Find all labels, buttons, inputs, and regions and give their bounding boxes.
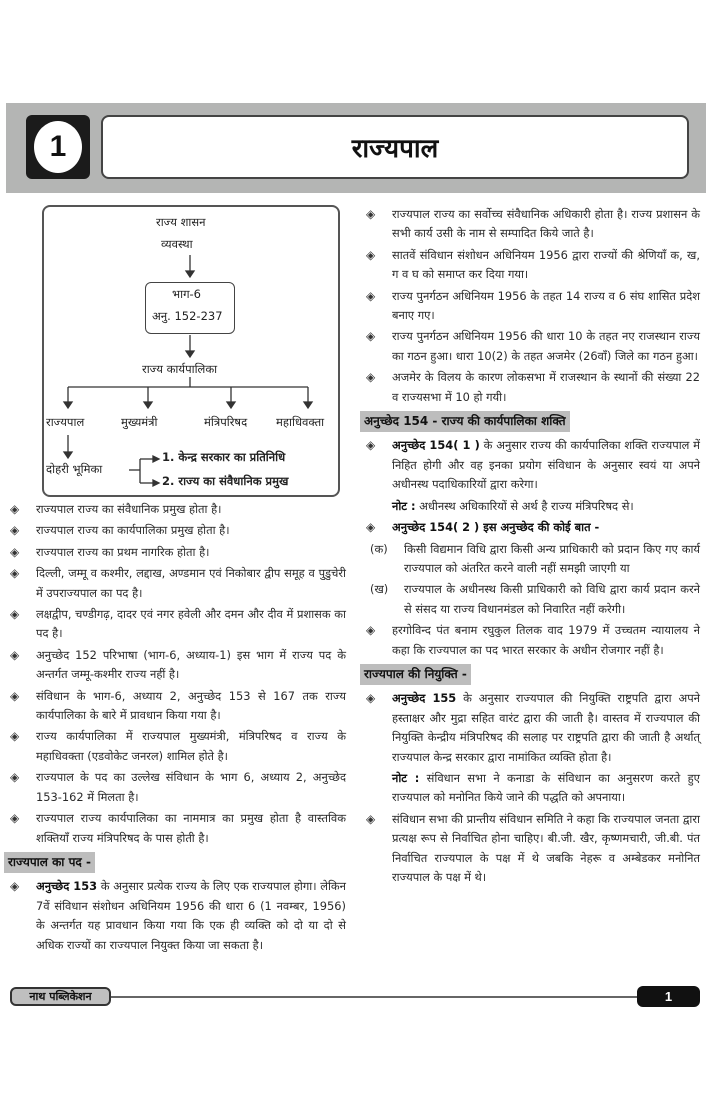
- list-item: ◈ अनुच्छेद 152 परिभाषा (भाग-6, अध्याय-1) इस भाग में राज्य पद के अन्तर्गत जम्मू-कश्मीर राज्य नहीं है।: [10, 647, 346, 682]
- chapter-title: राज्यपाल: [101, 115, 689, 179]
- list-item: ◈ राज्यपाल राज्य कार्यपालिका का नाममात्र का प्रमुख होता है वास्तविक शक्तियाँ राज्य मंत्रिपरिषद के पास होती है।: [10, 811, 346, 845]
- list-item: ◈ राज्य पुनर्गठन अधिनियम 1956 के तहत 14 राज्य व 6 संघ शासित प्रदेश बनाए गए।: [366, 288, 700, 323]
- list-item: ◈ हरगोविन्द पंत बनाम रघुकुल तिलक वाद 1979 में उच्चतम न्यायालय ने कहा कि राज्यपाल का पद भारत सरकार के अधीन रोजगार नहीं है।: [366, 623, 700, 657]
- flow-branch-governor: राज्यपाल: [46, 415, 85, 429]
- list-item: ◈ सातवें संविधान संशोधन अधिनियम 1956 द्वारा राज्यों की श्रेणियाँ क, ख, ग व घ को समाप्त कर दिया गया।: [366, 247, 700, 282]
- list-item: ◈ अनुच्छेद 154( 1 ) के अनुसार राज्य की कार्यपालिका शक्ति राज्यपाल में निहित होगी और वह इनका प्रयोग संविधान के अनुसार स्वयं या अपने अधीनस्थ पदाधिकारियों द्वारा करेगा।: [366, 438, 700, 492]
- diamond-bullet-icon: ◈: [366, 329, 376, 344]
- list-item: ◈ राज्यपाल राज्य का संवैधानिक प्रमुख होता है।: [6, 500, 346, 519]
- diamond-bullet-icon: ◈: [366, 288, 376, 303]
- list-item: ◈ राज्यपाल राज्य का कार्यपालिका प्रमुख होता है।: [6, 521, 346, 540]
- publisher-label: नाथ पब्लिकेशन: [10, 987, 111, 1006]
- diamond-bullet-icon: ◈: [10, 647, 20, 662]
- flow-branch-council: मंत्रिपरिषद: [204, 415, 248, 429]
- list-item: ◈ राज्यपाल के पद का उल्लेख संविधान के भाग 6, अध्याय 2, अनुच्छेद 153-162 में मिलता है।: [10, 770, 346, 804]
- list-item: ◈ लक्षद्वीप, चण्डीगढ़, दादर एवं नगर हवेली और दमन और दीव में प्रशासक का पद है।: [10, 607, 346, 641]
- diamond-bullet-icon: ◈: [366, 520, 376, 535]
- diamond-bullet-icon: ◈: [366, 370, 376, 385]
- flow-executive: राज्य कार्यपालिका: [142, 362, 218, 376]
- flow-role-1: 1. केन्द्र सरकार का प्रतिनिधि: [162, 450, 286, 464]
- diamond-bullet-icon: ◈: [366, 207, 376, 221]
- flow-branch-advocate: महाधिवक्ता: [276, 415, 325, 429]
- chapter-number-badge: [26, 115, 90, 179]
- page-number: 1: [637, 986, 700, 1007]
- flow-branch-cm: मुख्यमंत्री: [121, 415, 158, 429]
- diamond-bullet-icon: ◈: [10, 544, 20, 559]
- chapter-number: 1: [34, 121, 82, 173]
- flowchart: [42, 205, 340, 497]
- list-item: ◈ राज्य कार्यपालिका में राज्यपाल मुख्यमंत्री, मंत्रिपरिषद व राज्य के महाधिवक्ता (एडवोकेट जनरल) शामिल होते है।: [10, 729, 346, 763]
- flow-role-2: 2. राज्य का संवैधानिक प्रमुख: [162, 474, 289, 488]
- diamond-bullet-icon: ◈: [10, 566, 20, 581]
- diamond-bullet-icon: ◈: [366, 438, 376, 453]
- footer-rule: [110, 996, 637, 998]
- list-item: ◈ अनुच्छेद 155 के अनुसार राज्यपाल की नियुक्ति राष्ट्रपति द्वारा अपने हस्ताक्षर और मुद्रा सहित वारंट द्वारा की जाती है। वास्तव में राज्यपाल की नियुक्ति केन्द्रीय मंत्रिपरिषद की सलाह पर राष्ट्रपति द्वारा की जाती है अर्थात् राज्यपाल केन्द्र सरकार द्वारा नामांकित व्यक्ति होता है।: [366, 691, 700, 764]
- left-column: [6, 500, 346, 957]
- list-item: ◈ संविधान के भाग-6, अध्याय 2, अनुच्छेद 153 से 167 तक राज्य कार्यपालिका के बारे में प्रावधान किया गया है।: [10, 688, 346, 723]
- diamond-bullet-icon: ◈: [10, 729, 20, 744]
- list-item: ◈ अजमेर के विलय के कारण लोकसभा में राजस्थान के स्थानों की संख्या 22 व राज्यसभा में 10 हो गयी।: [366, 370, 700, 404]
- list-item: ◈ अनुच्छेद 153 के अनुसार प्रत्येक राज्य के लिए एक राज्यपाल होगा। लेकिन 7वें संविधान संशोधन अधिनियम 1956 की धारा 6 (1 नवम्बर, 1956) के अन्तर्गत यह प्रावधान किया गया कि एक ही व्यक्ति को दो या दो से अधिक राज्यों का राज्यपाल नियुक्त किया जा सकता है।: [10, 879, 346, 952]
- flow-root-line1: राज्य शासन: [156, 215, 206, 229]
- list-item: ◈ राज्यपाल राज्य का प्रथम नागरिक होता है।: [6, 543, 346, 562]
- flow-root-line2: व्यवस्था: [161, 237, 193, 251]
- list-item: ◈ दिल्ली, जम्मू व कश्मीर, लद्दाख, अण्डमान एवं निकोबार द्वीप समूह व पुडुचेरी में उपराज्यपाल का पद है।: [10, 566, 346, 600]
- sub-item: (ख) राज्यपाल के अधीनस्थ किसी प्राधिकारी को विधि द्वारा कार्य प्रदान करने से संसद या राज्य विधानमंडल को निवारित नहीं करेगी।: [370, 582, 700, 616]
- diamond-bullet-icon: ◈: [10, 523, 20, 538]
- list-item: ◈ राज्य पुनर्गठन अधिनियम 1956 की धारा 10 के तहत नए राजस्थान राज्य का गठन हुआ। धारा 10(2) के तहत अजमेर (26वाँ) जिले का गठन हुआ।: [366, 329, 700, 363]
- diamond-bullet-icon: ◈: [10, 688, 20, 703]
- section-heading-post: राज्यपाल का पद -: [4, 852, 95, 873]
- note: नोट : संविधान सभा ने कनाडा के संविधान का अनुसरण करते हुए राज्यपाल को मनोनित किये जाने की पद्धति को अपनाया।: [392, 770, 700, 805]
- diamond-bullet-icon: ◈: [10, 811, 20, 826]
- list-item: ◈ राज्यपाल राज्य का सर्वोच्च संवैधानिक अधिकारी होता है। राज्य प्रशासन के सभी कार्य उसी के नाम से सम्पादित किये जाते है।: [366, 207, 700, 241]
- list-item: ◈ अनुच्छेद 154( 2 ) इस अनुच्छेद की कोई बात -: [362, 518, 700, 537]
- note: नोट : अधीनस्थ अधिकारियों से अर्थ है राज्य मंत्रिपरिषद से।: [392, 498, 634, 513]
- diamond-bullet-icon: ◈: [10, 770, 20, 785]
- diamond-bullet-icon: ◈: [10, 502, 20, 516]
- sub-item: (क) किसी विद्यमान विधि द्वारा किसी अन्य प्राधिकारी को प्रदान किए गए कार्य राज्यपाल को अंतरित करने वाली नहीं समझी जाएगी या: [370, 541, 700, 575]
- diamond-bullet-icon: ◈: [10, 607, 20, 622]
- section-heading-appointment: राज्यपाल की नियुक्ति -: [360, 664, 471, 685]
- diamond-bullet-icon: ◈: [366, 623, 376, 638]
- diamond-bullet-icon: ◈: [366, 247, 376, 262]
- list-item: ◈ संविधान सभा की प्रान्तीय संविधान समिति ने कहा कि राज्यपाल जनता द्वारा प्रत्यक्ष रूप से निर्वाचित होना चाहिए। बी.जी. खैर, कृष्णमचारी, जी.बी. पंत निर्वाचित राज्यपाल के पक्ष में थे जबकि नेहरू व अम्बेडकर मनोनित राज्यपाल के पक्ष में थे।: [366, 811, 700, 884]
- diamond-bullet-icon: ◈: [366, 691, 376, 706]
- flow-box-line2: अनु. 152-237: [152, 309, 223, 323]
- right-column: [362, 205, 700, 889]
- diamond-bullet-icon: ◈: [366, 811, 376, 826]
- flow-dual-role: दोहरी भूमिका: [46, 462, 103, 476]
- diamond-bullet-icon: ◈: [10, 879, 20, 894]
- section-heading-154: अनुच्छेद 154 - राज्य की कार्यपालिका शक्ति: [360, 411, 570, 432]
- flow-box-line1: भाग-6: [172, 287, 202, 301]
